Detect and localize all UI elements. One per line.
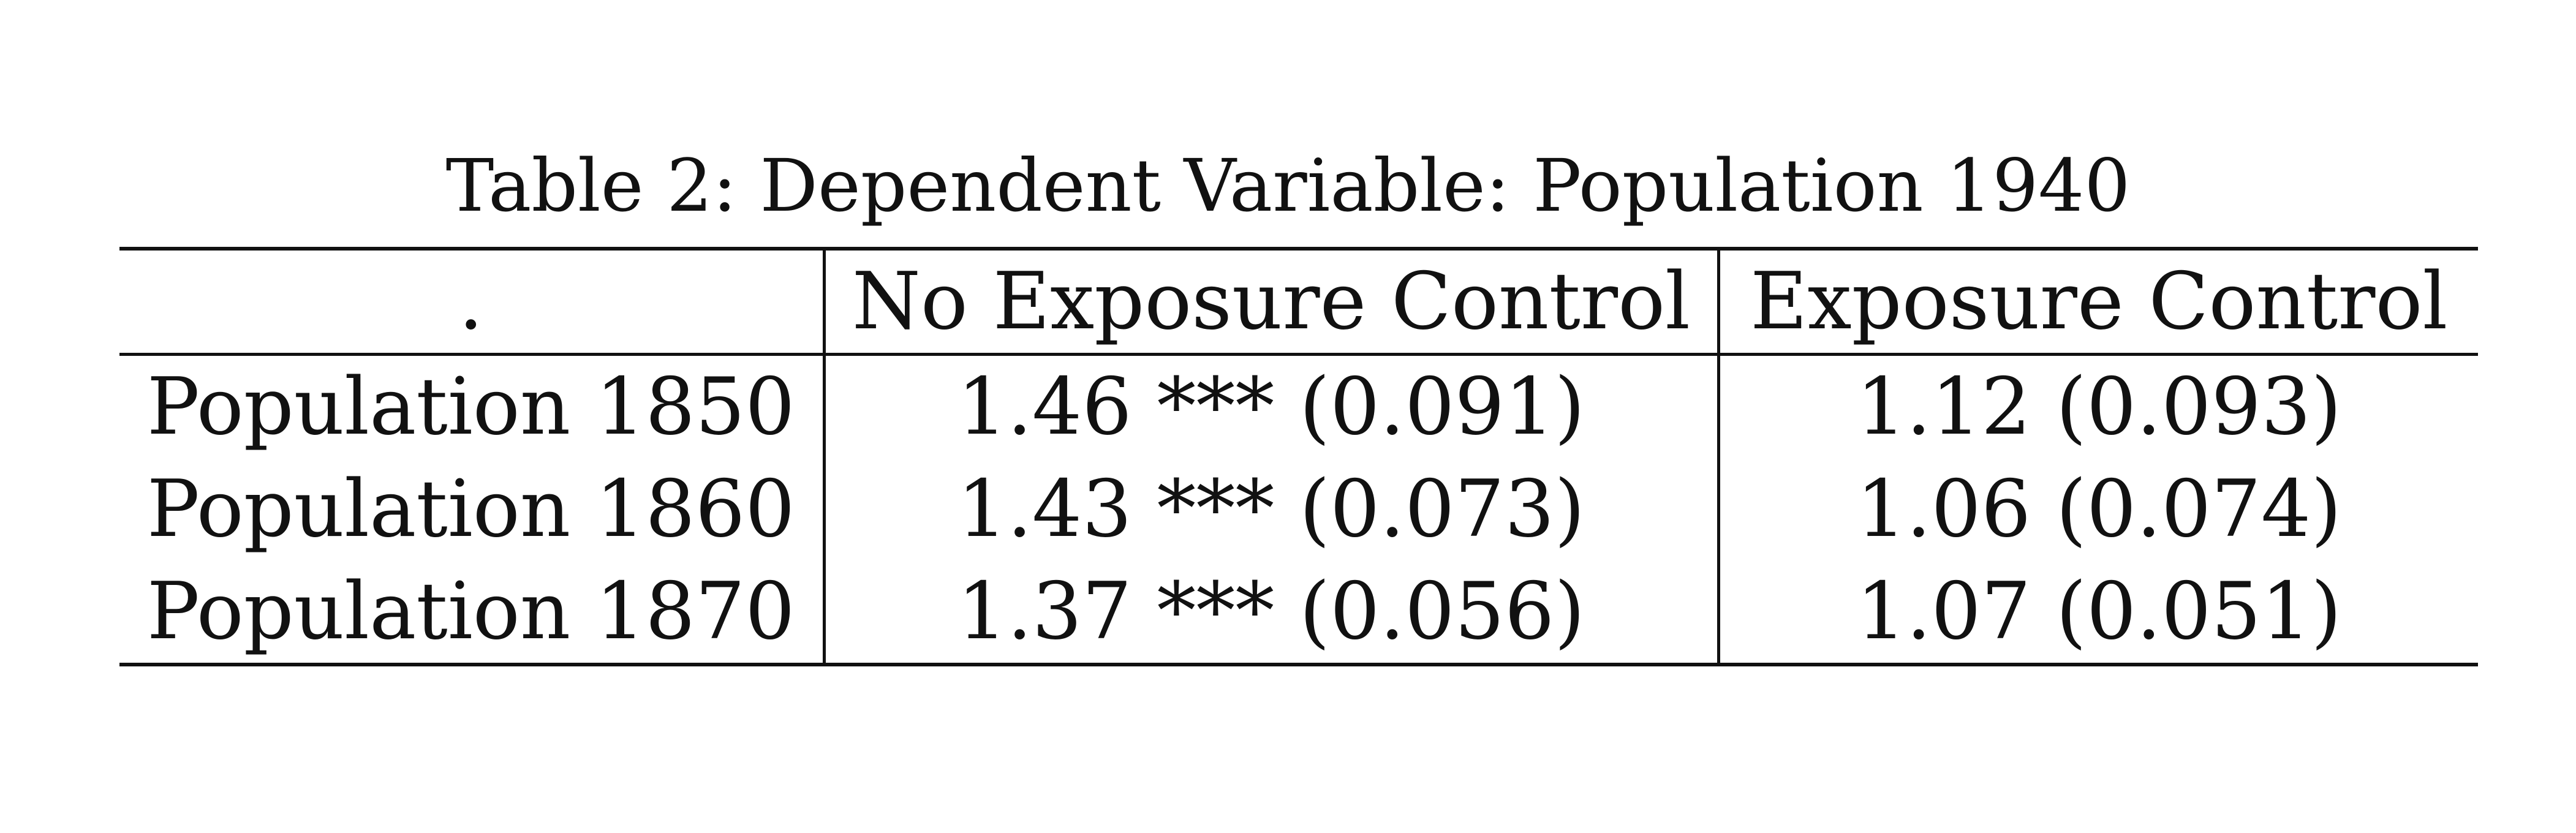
no-exposure-control-cell: 1.43 *** (0.073) <box>824 458 1718 560</box>
header-cell-row-label: . <box>458 256 484 347</box>
row-label-cell: Population 1870 <box>146 566 795 657</box>
table-row <box>119 355 2478 459</box>
results-table <box>119 247 2478 666</box>
table-row <box>119 458 2478 560</box>
header-row <box>119 249 2478 355</box>
header-cell-no-exposure-control: No Exposure Control <box>824 249 1718 355</box>
exposure-control-cell: 1.12 (0.093) <box>1718 355 2478 459</box>
exposure-control-cell: 1.06 (0.074) <box>1718 458 2478 560</box>
table-caption: Table 2: Dependent Variable: Population 1940 <box>445 143 2131 228</box>
no-exposure-control-cell: 1.37 *** (0.056) <box>824 560 1718 665</box>
header-cell-exposure-control: Exposure Control <box>1718 249 2478 355</box>
row-label-cell: Population 1860 <box>146 464 795 555</box>
no-exposure-control-cell: 1.46 *** (0.091) <box>824 355 1718 459</box>
table-row <box>119 560 2478 665</box>
row-label-cell: Population 1850 <box>146 361 795 453</box>
exposure-control-cell: 1.07 (0.051) <box>1718 560 2478 665</box>
